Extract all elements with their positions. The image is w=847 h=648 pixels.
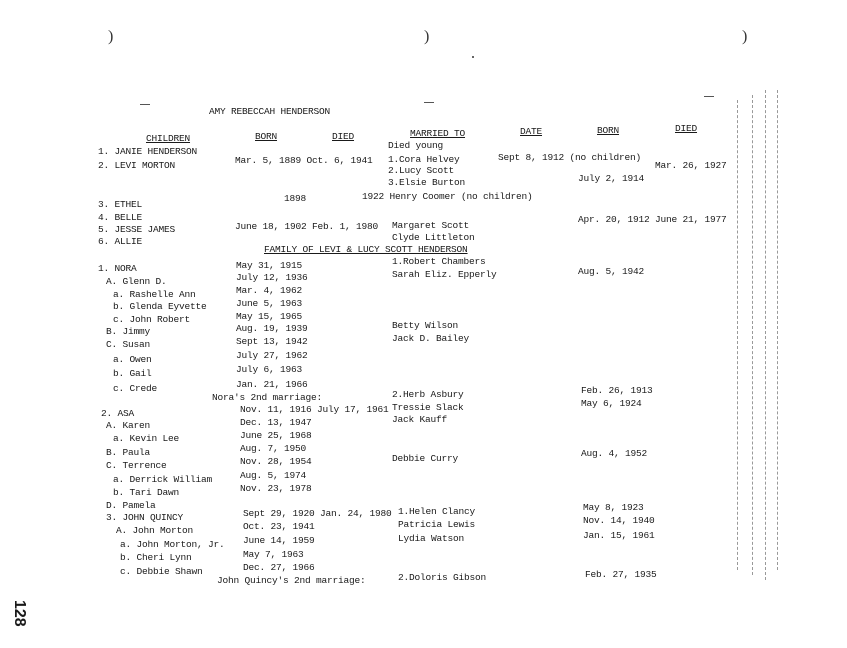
header-married-to: MARRIED TO — [410, 128, 466, 139]
paren-mark: ) — [108, 28, 114, 45]
spouse-name: 1.Cora Helvey — [388, 154, 460, 165]
child-name: 2. ASA — [101, 408, 135, 419]
spouse-name: Clyde Littleton — [392, 232, 475, 243]
child-name: a. Derrick William — [113, 474, 213, 485]
spouse-birth-death: Apr. 20, 1912 June 21, 1977 — [578, 214, 727, 225]
child-name: A. Glenn D. — [106, 276, 167, 287]
child-name: B. Jimmy — [106, 326, 151, 337]
scan-line — [765, 90, 767, 580]
child-name: a. Owen — [113, 354, 152, 365]
marriage-note: Nora's 2nd marriage: — [212, 392, 323, 403]
spouse-birth-date: Nov. 14, 1940 — [583, 515, 655, 526]
spouse-name: Debbie Curry — [392, 453, 459, 464]
marriage-note: John Quincy's 2nd marriage: — [217, 575, 366, 586]
birth-date: Oct. 23, 1941 — [243, 521, 315, 532]
child-name: c. Crede — [113, 383, 158, 394]
birth-date: Nov. 23, 1978 — [240, 483, 312, 494]
birth-date: Mar. 4, 1962 — [236, 285, 303, 296]
birth-date: June 5, 1963 — [236, 298, 303, 309]
child-name: a. Kevin Lee — [113, 433, 180, 444]
child-name: b. Cheri Lynn — [120, 552, 192, 563]
spouse-name: Patricia Lewis — [398, 519, 476, 530]
header-died: DIED — [332, 131, 355, 142]
spouse-birth-date: Jan. 15, 1961 — [583, 530, 655, 541]
birth-date: Aug. 19, 1939 — [236, 323, 308, 334]
child-name: 6. ALLIE — [98, 236, 143, 247]
header-date: DATE — [520, 126, 543, 137]
birth-date: July 6, 1963 — [236, 364, 303, 375]
spouse-birth-date: Feb. 27, 1935 — [585, 569, 657, 580]
spouse-name: 1.Helen Clancy — [398, 506, 476, 517]
child-name: A. John Morton — [116, 525, 194, 536]
spouse-birth-date: May 6, 1924 — [581, 398, 642, 409]
spouse-name: Lydia Watson — [398, 533, 465, 544]
header-born: BORN — [255, 131, 278, 142]
birth-date: May 7, 1963 — [243, 549, 304, 560]
spouse-birth-date: July 2, 1914 — [578, 173, 645, 184]
birth-date: Aug. 5, 1974 — [240, 470, 307, 481]
birth-date: Sept 13, 1942 — [236, 336, 308, 347]
birth-date: July 12, 1936 — [236, 272, 308, 283]
child-name: 5. JESSE JAMES — [98, 224, 176, 235]
child-name: 3. ETHEL — [98, 199, 143, 210]
spouse-name: 3.Elsie Burton — [388, 177, 466, 188]
spouse-name: 2.Lucy Scott — [388, 165, 455, 176]
child-name: C. Susan — [106, 339, 151, 350]
spouse-name: 2.Herb Asbury — [392, 389, 464, 400]
child-name: C. Terrence — [106, 460, 167, 471]
page-number: 128 — [11, 600, 28, 627]
birth-death-dates: Mar. 5, 1889 Oct. 6, 1941 — [235, 155, 373, 166]
spouse-name: 1.Robert Chambers — [392, 256, 486, 267]
spouse-name: Sarah Eliz. Epperly — [392, 269, 497, 280]
section-title: FAMILY OF LEVI & LUCY SCOTT HENDERSON — [264, 244, 468, 255]
header-children: CHILDREN — [146, 133, 191, 144]
child-name: 2. LEVI MORTON — [98, 160, 176, 171]
spouse-birth-date: Aug. 4, 1952 — [581, 448, 648, 459]
child-name: a. John Morton, Jr. — [120, 539, 225, 550]
spouse-name: Margaret Scott — [392, 220, 470, 231]
header-spouse-died: DIED — [675, 123, 698, 134]
child-name: 4. BELLE — [98, 212, 143, 223]
birth-date: Aug. 7, 1950 — [240, 443, 307, 454]
child-name: 1. JANIE HENDERSON — [98, 146, 198, 157]
birth-date: 1898 — [284, 193, 307, 204]
child-name: b. Glenda Eyvette — [113, 301, 207, 312]
spouse-birth-date: Aug. 5, 1942 — [578, 266, 645, 277]
paren-mark: ) — [742, 28, 748, 45]
birth-date: Jan. 21, 1966 — [236, 379, 308, 390]
spouse-name: Tressie Slack — [392, 402, 464, 413]
child-name: B. Paula — [106, 447, 151, 458]
child-name: D. Pamela — [106, 500, 156, 511]
birth-death-dates: Nov. 11, 1916 July 17, 1961 — [240, 404, 389, 415]
child-name: b. Gail — [113, 368, 152, 379]
child-name: c. John Robert — [113, 314, 191, 325]
child-name: a. Rashelle Ann — [113, 289, 196, 300]
spouse-name: Jack D. Bailey — [392, 333, 470, 344]
paren-mark: ) — [424, 28, 430, 45]
spouse-name: Jack Kauff — [392, 414, 448, 425]
birth-date: Nov. 28, 1954 — [240, 456, 312, 467]
birth-death-dates: June 18, 1902 Feb. 1, 1980 — [235, 221, 379, 232]
page-title: AMY REBECCAH HENDERSON — [209, 106, 331, 117]
child-name: 3. JOHN QUINCY — [106, 512, 184, 523]
child-name: 1. NORA — [98, 263, 137, 274]
birth-date: May 15, 1965 — [236, 311, 303, 322]
scan-line — [737, 100, 739, 570]
birth-date: May 31, 1915 — [236, 260, 303, 271]
marriage-date: Sept 8, 1912 (no children) — [498, 152, 642, 163]
child-name: c. Debbie Shawn — [120, 566, 203, 577]
header-spouse-born: BORN — [597, 125, 620, 136]
birth-date: Dec. 27, 1966 — [243, 562, 315, 573]
birth-date: June 25, 1968 — [240, 430, 312, 441]
birth-date: July 27, 1962 — [236, 350, 308, 361]
scan-dash — [704, 96, 714, 97]
child-name: b. Tari Dawn — [113, 487, 180, 498]
entry-text: Died young — [388, 140, 444, 151]
birth-date: June 14, 1959 — [243, 535, 315, 546]
birth-date: Dec. 13, 1947 — [240, 417, 312, 428]
birth-death-dates: Sept 29, 1920 Jan. 24, 1980 — [243, 508, 392, 519]
scan-speck — [472, 56, 474, 58]
spouse-birth-date: May 8, 1923 — [583, 502, 644, 513]
spouse-name: 2.Doloris Gibson — [398, 572, 487, 583]
scan-line — [777, 90, 779, 570]
spouse-birth-date: Feb. 26, 1913 — [581, 385, 653, 396]
spouse-death-date: Mar. 26, 1927 — [655, 160, 727, 171]
scan-line — [752, 95, 754, 575]
spouse-name: Betty Wilson — [392, 320, 459, 331]
scan-dash — [424, 102, 434, 103]
scan-dash — [140, 104, 150, 105]
death-and-spouse: 1922 Henry Coomer (no children) — [362, 191, 533, 202]
child-name: A. Karen — [106, 420, 151, 431]
